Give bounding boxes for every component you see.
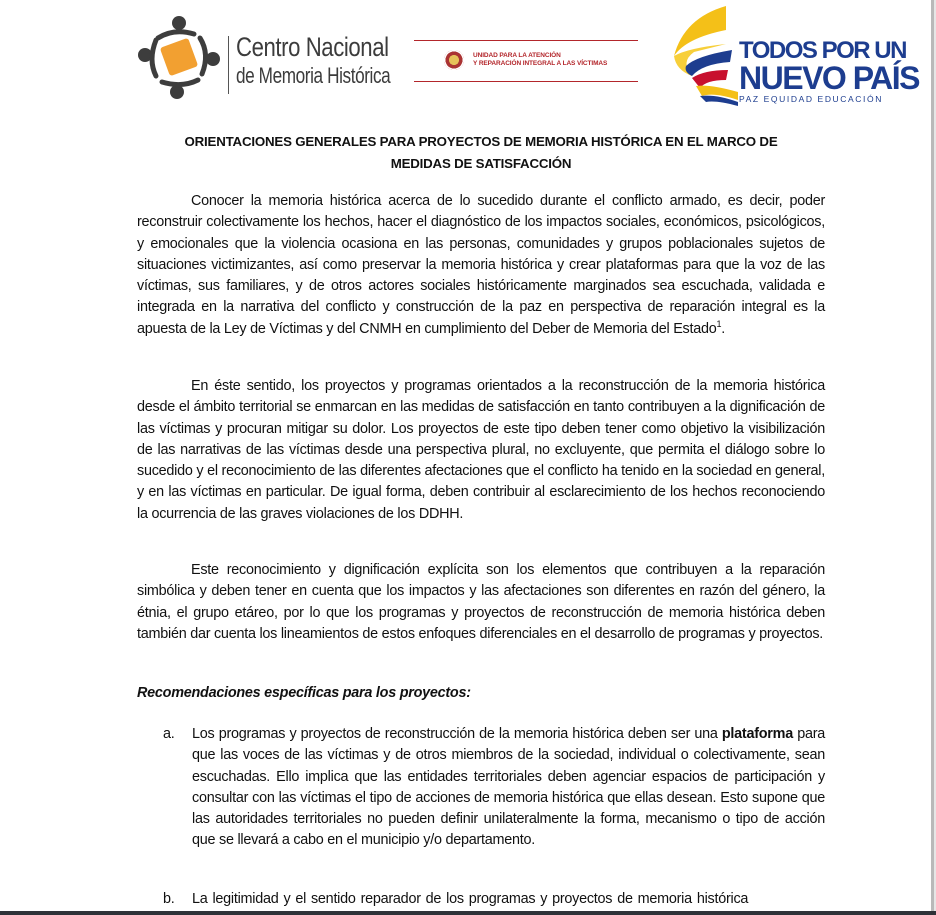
logo-divider [228,36,229,94]
cnmh-logo [136,14,406,104]
cnmh-wordmark [236,34,434,87]
tpnp-tagline: PAZ EQUIDAD EDUCACIÓN [739,94,883,104]
title-line-2: MEDIDAS DE SATISFACCIÓN [390,156,572,171]
page-bottom-edge [0,911,936,915]
uariv-line1: UNIDAD PARA LA ATENCIÓN [473,52,561,59]
paragraph-1: Conocer la memoria histórica acerca de lo sucedido durante el conflicto armado, es decir, poder reconstruir colectivamente los hechos, hacer el diagnóstico de los impactos sociales, económicos, psicológicos, y emocionales que la violencia ocasiona en las personas, comunidades y grupos poblacionales sujetos de situaciones victimizantes, así como preservar la memoria histórica y crear plataformas para que la voz de las víctimas, sus familiares, y de otros actores sociales históricamente marginados sea escuchada, validada e integrada en la narrativa del conflicto y construcción de la paz en perspectiva de reparación integral es la apuesta de la Ley de Víctimas y del CNMH en cumplimiento del Deber de Memoria del Estado$^1$. [137,193,825,337]
paragraph-3-text: Este reconocimiento y dignificación explícita son los elementos que contribuyen a la reparación simbólica y deben tener en cuenta que los impactos y las afectaciones son diferentes en razón del género, la étnia, el grupo etáreo, por lo que los programas y proyectos de reconstrucción de memoria histórica deben también dar cuenta los lineamientos de estos enfoques diferenciales en el desarrollo de programas y proyectos. [137,562,825,642]
emphasis-plataforma: plataforma [721,726,793,742]
todos-por-un-nuevo-pais-logo [666,4,919,109]
title-line-1: ORIENTACIONES GENERALES PARA PROYECTOS DE MEMORIA HISTÓRICA EN EL MARCO DE [184,134,778,149]
recommendation-text: La legitimidad y el sentido reparador de los programas y proyectos de memoria histórica [192,891,749,907]
cnmh-emblem-icon [136,14,222,100]
uariv-line2: Y REPARACIÓN INTEGRAL A LAS VÍCTIMAS [473,60,608,67]
flag-ribbon-icon [666,4,738,108]
footnote-ref[interactable]: 1 [716,318,722,329]
recommendation-text: Los programas y proyectos de reconstrucción de la memoria histórica deben ser una plataforma para que las voces de las víctimas y de otros miembros de la sociedad, individual o colectivamente, sean escuchadas. Ello implica que las entidades territoriales deben agenciar espacios de participación y consultar con las víctimas el tipo de acciones de memoria histórica que ellas desean. Esto supone que las autoridades territoriales no pueden definir unilateralmente la forma, mecanismo o tipo de acción que se llevará a cabo en el municipio y/o departamento. [192,726,825,849]
tpnp-line2: NUEVO PAÍS [739,60,919,96]
paragraph-2-text: En éste sentido, los proyectos y programas orientados a la reconstrucción de la memoria histórica desde el ámbito territorial se enmarcan en las medidas de satisfacción en tanto contribuyen a la dignificación de las víctimas y procuran mitigar su dolor. Los proyectos de este tipo deben tener como objetivo la visibilización de las narrativas de las víctimas desde una perspectiva plural, no excluyente, que permita el diálogo sobre lo sucedido y el reconocimiento de las diferentes afectaciones que el conflicto ha tenido en la sociedad en general, y en las víctimas en particular. De igual forma, deben contribuir al esclarecimiento de los hechos reconociendo la ocurrencia de las graves violaciones de los DDHH. [137,378,825,522]
tpnp-line1: TODOS POR UN [739,37,906,64]
uariv-logo [414,36,638,84]
list-marker: a. [163,726,175,742]
section-heading: Recomendaciones específicas para los proyectos: [137,685,471,701]
document-title [137,131,825,175]
logo-rule-bottom [414,81,638,82]
paragraph-1-text: Conocer la memoria histórica acerca de lo sucedido durante el conflicto armado, es decir, poder reconstruir colectivamente los hechos, hacer el diagnóstico de los impactos sociales, económicos, psicológicos, y emocionales que la violencia ocasiona en las personas, comunidades y grupos poblacionales sujetos de situaciones victimizantes, así como preservar la memoria histórica y crear plataformas para que la voz de las víctimas, sus familiares, y de otros actores sociales históricamente marginados sea escuchada, validada e integrada en la narrativa del conflicto y construcción de la paz en perspectiva de reparación integral es la apuesta de la Ley de Víctimas y del CNMH en cumplimiento del Deber de Memoria del Estado [137,193,825,337]
cnmh-line2: de Memoria Histórica [236,63,391,88]
logo-rule-top [414,40,638,41]
cnmh-line1: Centro Nacional [236,32,389,62]
paragraph-2 [137,376,825,525]
paragraph-3 [137,560,825,645]
uariv-wordmark [473,52,607,68]
list-marker: b. [163,891,175,907]
colombia-seal-icon [444,50,464,70]
